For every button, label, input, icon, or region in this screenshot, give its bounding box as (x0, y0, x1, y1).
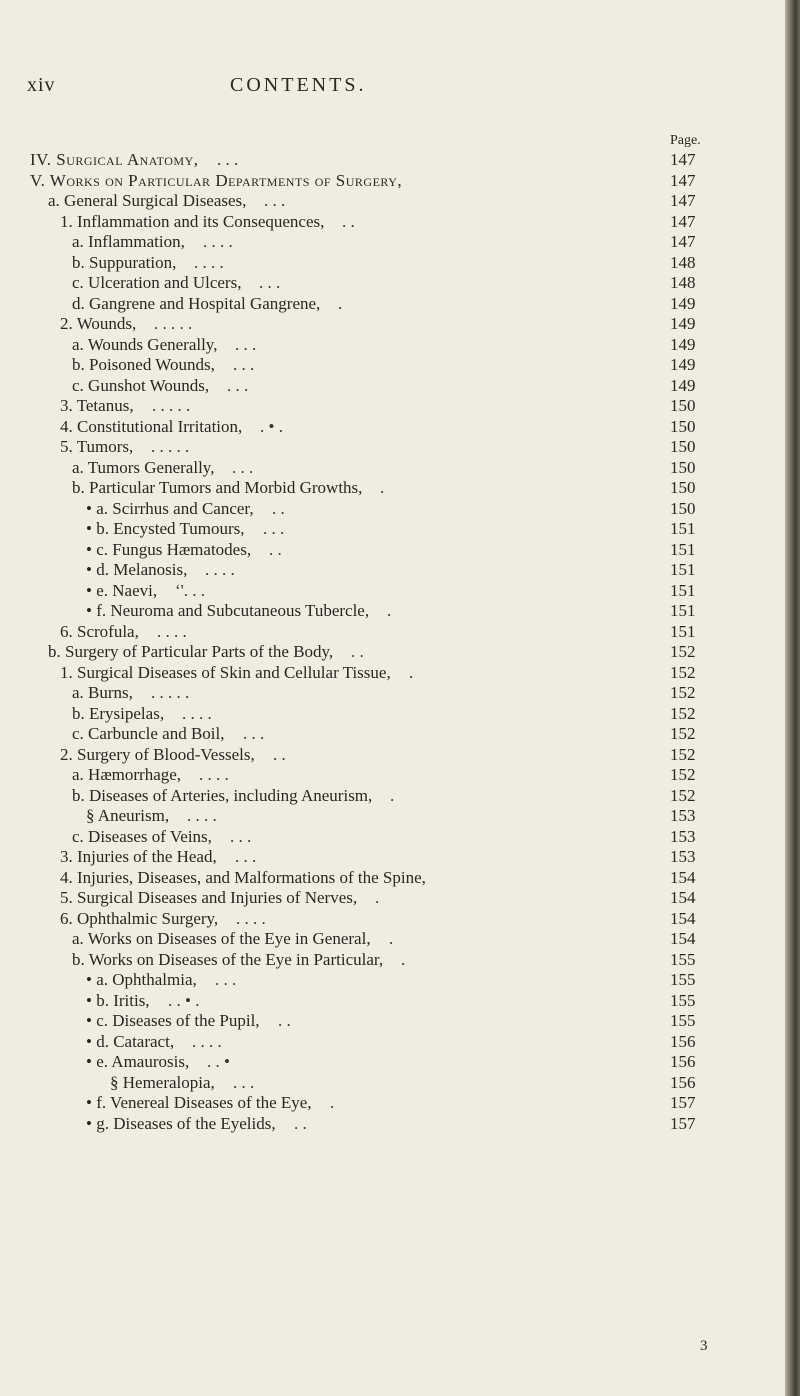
toc-entry (0, 171, 785, 192)
toc-entry-title: a. Burns, (72, 683, 133, 702)
toc-entry-leader: . . . (233, 1072, 255, 1092)
toc-entry-page: 154 (670, 888, 696, 907)
toc-entry-leader: . . . . . (151, 683, 190, 702)
toc-entry (0, 724, 785, 745)
toc-entry-leader: . . (269, 539, 282, 559)
toc-entry-page: 149 (670, 314, 696, 333)
toc-entry (0, 888, 785, 909)
toc-entry-leader: . . . (243, 724, 265, 743)
toc-entry (0, 1073, 785, 1094)
toc-entry-leader: . . (272, 498, 285, 518)
toc-entry (0, 868, 785, 889)
toc-entry-leader: . . . . (157, 621, 187, 641)
toc-entry (0, 1052, 785, 1073)
toc-entry-page: 155 (670, 1011, 696, 1030)
toc-entry-page: 152 (670, 744, 696, 764)
toc-entry (0, 437, 785, 458)
toc-entry-title: a. Hæmorrhage, (72, 765, 182, 784)
toc-entry-page: 154 (670, 929, 696, 948)
toc-entry-page: 152 (670, 662, 696, 682)
toc-entry-leader: . . . (233, 355, 255, 374)
toc-entry (0, 478, 785, 499)
toc-entry-page: 147 (670, 150, 696, 169)
toc-entry-title: c. Gunshot Wounds, (72, 375, 210, 395)
toc-entry (0, 786, 785, 807)
toc-entry (0, 232, 785, 253)
toc-entry (0, 499, 785, 520)
toc-entry-title: • f. Venereal Diseases of the Eye, (86, 1093, 312, 1112)
toc-entry (0, 335, 785, 356)
running-title: CONTENTS. (230, 74, 367, 96)
toc-entry-title: • b. Iritis, (86, 990, 150, 1010)
toc-entry-page: 153 (670, 826, 696, 846)
toc-entry (0, 253, 785, 274)
toc-entry (0, 601, 785, 622)
signature-mark: 3 (700, 1338, 708, 1354)
toc-entry-title: 1. Inflammation and its Consequences, (60, 211, 325, 231)
toc-entry-title: IV. Surgical Anatomy, (30, 150, 199, 169)
toc-entry (0, 519, 785, 540)
book-spine-edge (785, 0, 800, 1396)
toc-entry-title: b. Particular Tumors and Morbid Growths, (72, 478, 363, 497)
toc-entry (0, 642, 785, 663)
toc-entry-page: 151 (670, 560, 696, 579)
toc-entry-title: 4. Injuries, Diseases, and Malformations of the Spine, (60, 867, 426, 887)
toc-entry-title: 2. Wounds, (60, 314, 137, 333)
toc-entry (0, 622, 785, 643)
toc-entry-leader: . (389, 929, 394, 948)
toc-entry-title: c. Ulceration and Ulcers, (72, 273, 242, 292)
running-header (0, 74, 785, 104)
toc-entry (0, 847, 785, 868)
toc-entry-leader: . . . . (192, 1031, 222, 1051)
toc-entry-page: 151 (670, 580, 696, 600)
toc-entry-leader: . . . (215, 970, 237, 989)
toc-entry (0, 1114, 785, 1135)
toc-entry (0, 273, 785, 294)
toc-entry-title: 3. Tetanus, (60, 396, 134, 415)
toc-entry-page: 147 (670, 170, 696, 190)
toc-entry-leader: . . (278, 1011, 291, 1030)
toc-entry (0, 663, 785, 684)
toc-entry-title: • a. Ophthalmia, (86, 970, 197, 989)
toc-entry (0, 294, 785, 315)
toc-entry-title: b. Erysipelas, (72, 703, 165, 723)
toc-entry-leader: . . . . . (152, 396, 191, 415)
toc-entry-page: 149 (670, 375, 696, 395)
toc-entry (0, 827, 785, 848)
toc-entry-page: 150 (670, 498, 696, 518)
toc-entry-page: 147 (670, 191, 696, 210)
toc-entry (0, 355, 785, 376)
toc-entry-page: 152 (670, 724, 696, 743)
toc-entry-page: 149 (670, 293, 696, 313)
toc-entry-title: b. Works on Diseases of the Eye in Particular, (72, 949, 384, 969)
toc-entry-leader: . (338, 293, 343, 313)
toc-entry-page: 156 (670, 1031, 696, 1051)
toc-entry-page: 150 (670, 396, 696, 415)
toc-entry-title: a. Wounds Generally, (72, 334, 218, 354)
toc-entry (0, 376, 785, 397)
toc-entry-title: a. Inflammation, (72, 232, 185, 251)
toc-entry (0, 212, 785, 233)
toc-entry-leader: . (387, 601, 392, 620)
toc-entry-page: 152 (670, 683, 696, 702)
toc-entry-page: 149 (670, 355, 696, 374)
toc-entry (0, 150, 785, 171)
toc-entry (0, 929, 785, 950)
toc-entry-title: • f. Neuroma and Subcutaneous Tubercle, (86, 601, 370, 620)
toc-entry-title: • g. Diseases of the Eyelids, (86, 1113, 276, 1133)
toc-entry-page: 148 (670, 273, 696, 292)
toc-entry-leader: . . (273, 744, 286, 764)
toc-entry-leader: ‘'. . . (175, 580, 205, 600)
toc-entry-title: • c. Diseases of the Pupil, (86, 1011, 260, 1030)
toc-entry-page: 157 (670, 1093, 696, 1112)
toc-entry-leader: . . . . (236, 908, 266, 928)
toc-entry-leader: . . . . . (151, 437, 190, 456)
toc-entry (0, 991, 785, 1012)
page-folio: xiv (27, 74, 56, 96)
toc-entry-leader: . . . (230, 826, 252, 846)
toc-entry (0, 765, 785, 786)
page-column-label: Page. (670, 133, 701, 148)
toc-entry-page: 156 (670, 1052, 696, 1071)
toc-entry-title: • a. Scirrhus and Cancer, (86, 498, 254, 518)
toc-entry-title: 1. Surgical Diseases of Skin and Cellular Tissue, (60, 662, 391, 682)
toc-entry-title: § Aneurism, (86, 806, 170, 825)
toc-entry (0, 581, 785, 602)
toc-entry-title: b. Suppuration, (72, 252, 177, 272)
toc-entry-page: 156 (670, 1072, 696, 1092)
toc-entry-leader: . . . . . (154, 314, 193, 333)
toc-entry-leader: . . . . (187, 806, 217, 825)
toc-entry (0, 745, 785, 766)
toc-entry-title: a. General Surgical Diseases, (48, 191, 247, 210)
toc-entry-title: • c. Fungus Hæmatodes, (86, 539, 252, 559)
toc-entry-leader: . . . (227, 375, 249, 395)
toc-entry-page: 147 (670, 232, 696, 251)
toc-entry-leader: . • . (260, 416, 283, 436)
toc-entry (0, 191, 785, 212)
toc-entry (0, 314, 785, 335)
toc-entry (0, 458, 785, 479)
toc-entry-leader: . . (342, 211, 355, 231)
toc-entry-leader: . . . . (205, 560, 235, 579)
toc-entry-page: 152 (670, 703, 696, 723)
toc-entry-title: b. Surgery of Particular Parts of the Body, (48, 642, 334, 661)
toc-entry-page: 155 (670, 990, 696, 1010)
toc-entry-page: 157 (670, 1113, 696, 1133)
toc-entry-title: a. Tumors Generally, (72, 457, 215, 477)
toc-entry-page: 155 (670, 949, 696, 969)
toc-entry-page: 150 (670, 437, 696, 456)
toc-entry-page: 154 (670, 908, 696, 928)
toc-entry-leader: . . . . (203, 232, 233, 251)
toc-entry-leader: . . . (235, 847, 257, 866)
toc-entry (0, 540, 785, 561)
toc-entry-title: 3. Injuries of the Head, (60, 847, 217, 866)
toc-entry-page: 150 (670, 457, 696, 477)
toc-entry-title: c. Diseases of Veins, (72, 826, 212, 846)
toc-entry-page: 152 (670, 765, 696, 784)
toc-entry (0, 560, 785, 581)
toc-entry-page: 151 (670, 621, 696, 641)
toc-entry-page: 151 (670, 539, 696, 559)
toc-entry (0, 396, 785, 417)
toc-entry-leader: . . . . (182, 703, 212, 723)
toc-entry-leader: . (409, 662, 414, 682)
toc-entry-page: 151 (670, 601, 696, 620)
toc-entry-page: 154 (670, 867, 696, 887)
toc-entry-page: 147 (670, 211, 696, 231)
toc-entry-title: • e. Amaurosis, (86, 1052, 190, 1071)
toc-entry (0, 683, 785, 704)
toc-entry-title: 5. Tumors, (60, 437, 134, 456)
toc-entry-leader: . . . (232, 457, 254, 477)
toc-entry-leader: . . . (235, 334, 257, 354)
toc-entry-leader: . . (294, 1113, 307, 1133)
toc-entry-title: • e. Naevi, (86, 580, 158, 600)
toc-entry (0, 704, 785, 725)
toc-entry (0, 1093, 785, 1114)
toc-entry (0, 1011, 785, 1032)
toc-entry-title: • d. Cataract, (86, 1031, 175, 1051)
toc-entry-leader: . . . . (194, 252, 224, 272)
toc-entry-leader: . (375, 888, 380, 907)
toc-entry (0, 909, 785, 930)
toc-entry-leader: . . . . (199, 765, 229, 784)
toc-entry-title: 6. Ophthalmic Surgery, (60, 908, 219, 928)
toc-entry-leader: . (380, 478, 385, 497)
toc-entry-title: 4. Constitutional Irritation, (60, 416, 243, 436)
toc-entry-leader: . . . (259, 273, 281, 292)
toc-entry-title: § Hemeralopia, (110, 1072, 215, 1092)
toc-entry (0, 417, 785, 438)
toc-entry-title: 5. Surgical Diseases and Injuries of Nerves, (60, 888, 358, 907)
toc-entry-leader: . . . (264, 191, 286, 210)
toc-entry (0, 950, 785, 971)
toc-entry-page: 150 (670, 416, 696, 436)
toc-entry-leader: . . . (263, 519, 285, 538)
toc-entry-leader: . (330, 1093, 335, 1112)
toc-entry-page: 149 (670, 334, 696, 354)
toc-entry-leader: . . • (207, 1052, 230, 1071)
toc-entry-page: 148 (670, 252, 696, 272)
toc-entry-page: 150 (670, 478, 696, 497)
toc-entry-title: d. Gangrene and Hospital Gangrene, (72, 293, 321, 313)
toc-entry-title: b. Poisoned Wounds, (72, 355, 215, 374)
toc-entry-leader: . (390, 785, 395, 805)
toc-entry-title: a. Works on Diseases of the Eye in General, (72, 929, 371, 948)
toc-entry-page: 153 (670, 806, 696, 825)
toc-entry-leader: . . . (217, 150, 239, 169)
contents-list (0, 150, 785, 1134)
toc-entry-title: V. Works on Particular Departments of Surgery, (30, 170, 403, 190)
toc-entry-title: 2. Surgery of Blood-Vessels, (60, 744, 255, 764)
toc-entry (0, 1032, 785, 1053)
toc-entry-page: 155 (670, 970, 696, 989)
toc-entry-title: • d. Melanosis, (86, 560, 188, 579)
toc-entry-page: 152 (670, 785, 696, 805)
toc-entry-leader: . . • . (168, 990, 200, 1010)
toc-entry-page: 151 (670, 519, 696, 538)
toc-entry-title: b. Diseases of Arteries, including Aneurism, (72, 785, 373, 805)
toc-entry (0, 970, 785, 991)
toc-entry-title: 6. Scrofula, (60, 621, 139, 641)
toc-entry (0, 806, 785, 827)
toc-entry-leader: . . (351, 642, 364, 661)
toc-entry-title: c. Carbuncle and Boil, (72, 724, 225, 743)
toc-entry-page: 152 (670, 642, 696, 661)
toc-entry-leader: . (401, 949, 406, 969)
toc-entry-page: 153 (670, 847, 696, 866)
toc-entry-title: • b. Encysted Tumours, (86, 519, 245, 538)
